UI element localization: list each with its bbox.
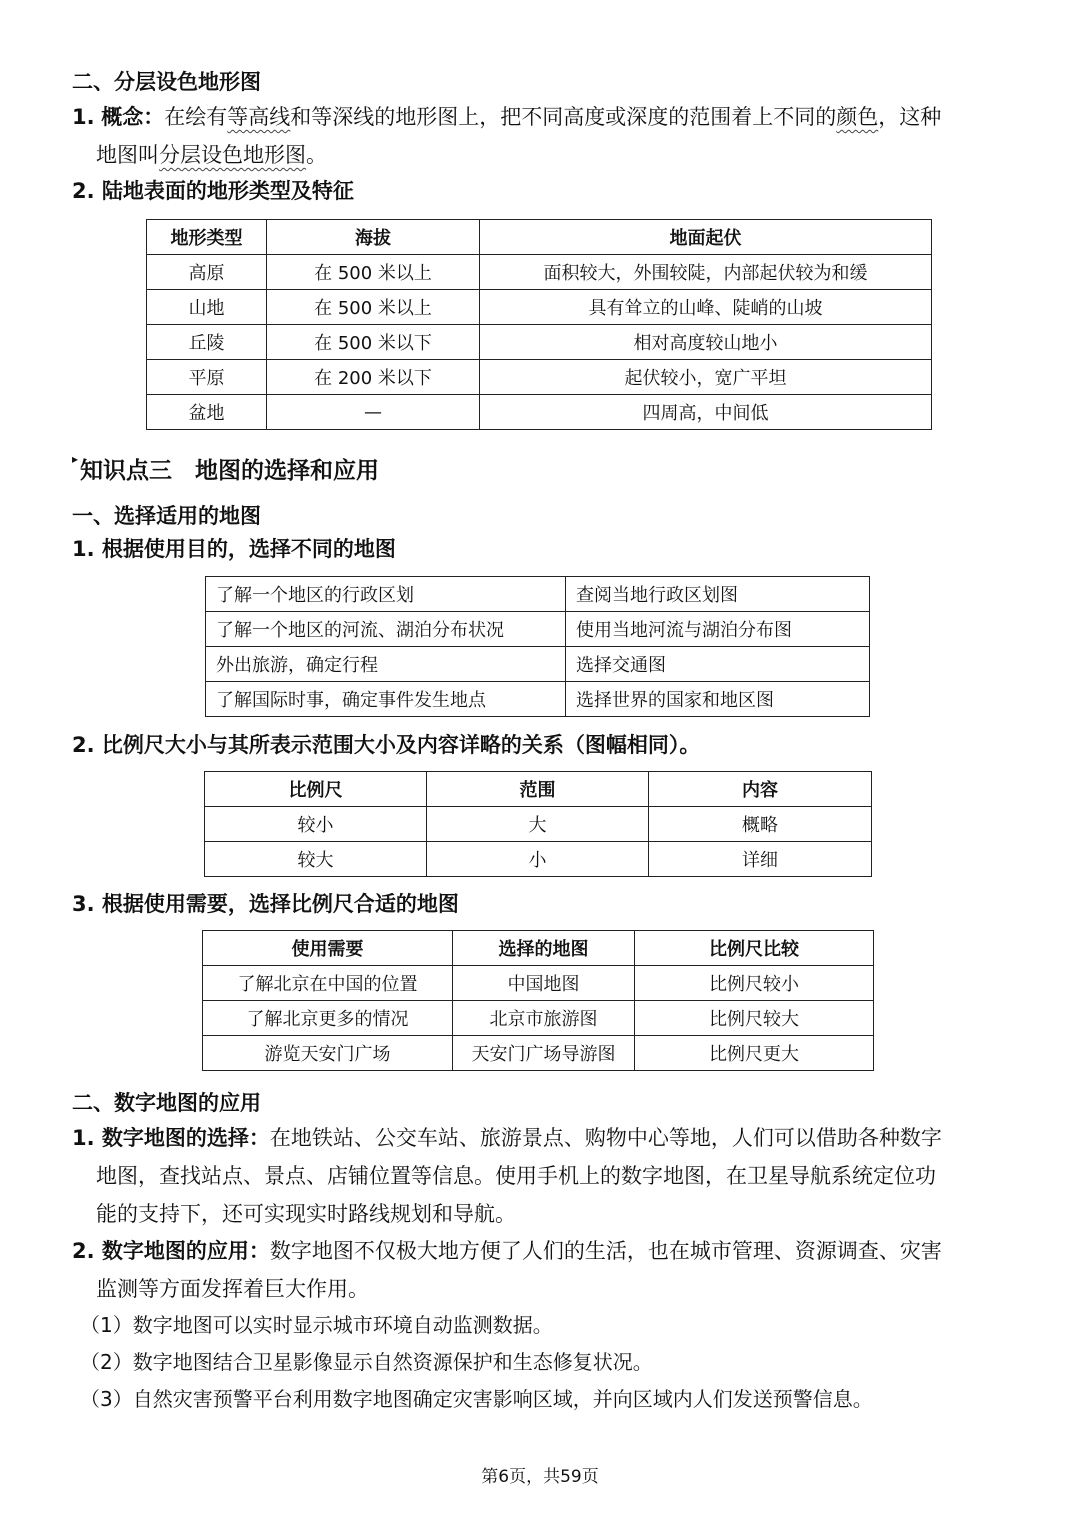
scale-cell: 较小 [205, 807, 427, 842]
concept-number: 1. [72, 105, 95, 129]
purpose-cell: 了解国际时事，确定事件发生地点 [206, 682, 566, 717]
header-range: 范围 [427, 772, 649, 807]
page-number: 第6页，共59页 [481, 1467, 599, 1487]
purpose-cell: 外出旅游，确定行程 [206, 647, 566, 682]
terrain-altitude: 在 500 米以上 [267, 255, 480, 290]
terrain-relief: 四周高，中间低 [480, 395, 932, 430]
digital-application-line-2: 监测等方面发挥着巨大作用。 [96, 1277, 369, 1301]
selected-map-cell: 中国地图 [453, 966, 635, 1001]
section-heading-select-map: 一、选择适用的地图 [72, 504, 261, 528]
selected-map-cell: 天安门广场导游图 [453, 1036, 635, 1071]
concept-text-4: 地图叫 [96, 143, 159, 167]
header-scale: 比例尺 [205, 772, 427, 807]
map-cell: 选择交通图 [566, 647, 870, 682]
terrain-type: 山地 [147, 290, 267, 325]
terrain-altitude: — [267, 395, 480, 430]
concept-text-3: ，这种 [878, 105, 942, 129]
concept-label: 概念： [101, 105, 165, 129]
digital-choice-line-3: 能的支持下，还可实现实时路线规划和导航。 [96, 1202, 516, 1226]
scale-compare-cell: 比例尺较大 [635, 1001, 874, 1036]
map-cell: 选择世界的国家和地区图 [566, 682, 870, 717]
purpose-table [205, 576, 870, 717]
paragraph-terrain-types-heading: 2. 陆地表面的地形类型及特征 [72, 179, 354, 203]
paragraph-scale-relation: 2. 比例尺大小与其所表示范围大小及内容详略的关系（图幅相同）。 [72, 733, 701, 757]
concept-text-1: 在绘有 [164, 105, 228, 129]
digital-sub-item-1: （1）数字地图可以实时显示城市环境自动监测数据。 [80, 1313, 553, 1337]
header-terrain-type: 地形类型 [147, 220, 267, 255]
table-header-row [205, 772, 872, 807]
section-heading-digital-map: 二、数字地图的应用 [72, 1091, 261, 1115]
table-row [203, 966, 874, 1001]
terrain-relief: 起伏较小，宽广平坦 [480, 360, 932, 395]
selected-map-cell: 北京市旅游图 [453, 1001, 635, 1036]
terrain-relief: 面积较大，外围较陡，内部起伏较为和缓 [480, 255, 932, 290]
paragraph-need-heading: 3. 根据使用需要，选择比例尺合适的地图 [72, 892, 459, 916]
digital-sub-item-2: （2）数字地图结合卫星影像显示自然资源保护和生态修复状况。 [80, 1350, 653, 1374]
triangle-bullet-icon: ▸ [72, 452, 79, 466]
map-cell: 使用当地河流与湖泊分布图 [566, 612, 870, 647]
content-cell: 详细 [649, 842, 872, 877]
range-cell: 小 [427, 842, 649, 877]
term-color: 颜色 [836, 105, 879, 129]
header-content: 内容 [649, 772, 872, 807]
need-table [202, 930, 874, 1071]
map-cell: 查阅当地行政区划图 [566, 577, 870, 612]
need-cell: 了解北京更多的情况 [203, 1001, 453, 1036]
term-contour-lines: 等高线 [227, 105, 291, 129]
header-selected-map: 选择的地图 [453, 931, 635, 966]
table-row [206, 612, 870, 647]
table-row [147, 255, 932, 290]
need-cell: 游览天安门广场 [203, 1036, 453, 1071]
terrain-altitude: 在 500 米以上 [267, 290, 480, 325]
header-need: 使用需要 [203, 931, 453, 966]
terrain-type: 盆地 [147, 395, 267, 430]
terrain-relief: 具有耸立的山峰、陡峭的山坡 [480, 290, 932, 325]
section-heading-layered-map: 二、分层设色地形图 [72, 70, 261, 94]
terrain-type: 平原 [147, 360, 267, 395]
table-row [147, 325, 932, 360]
header-relief: 地面起伏 [480, 220, 932, 255]
scale-compare-cell: 比例尺更大 [635, 1036, 874, 1071]
concept-text-2: 和等深线的地形图上，把不同高度或深度的范围着上不同的 [290, 105, 837, 129]
terrain-relief: 相对高度较山地小 [480, 325, 932, 360]
need-cell: 了解北京在中国的位置 [203, 966, 453, 1001]
table-row [147, 360, 932, 395]
knowledge-point-text: 知识点三 地图的选择和应用 [80, 458, 380, 484]
table-row [147, 395, 932, 430]
knowledge-point-title [72, 452, 379, 485]
header-scale-compare: 比例尺比较 [635, 931, 874, 966]
concept-text-5: 。 [306, 143, 327, 167]
digital-application-label: 2. 数字地图的应用： [72, 1239, 270, 1263]
terrain-altitude: 在 500 米以下 [267, 325, 480, 360]
digital-application-line-1: 数字地图不仅极大地方便了人们的生活，也在城市管理、资源调查、灾害 [269, 1239, 942, 1263]
digital-choice-line-2: 地图，查找站点、景点、店铺位置等信息。使用手机上的数字地图，在卫星导航系统定位功 [96, 1164, 936, 1188]
scale-table [204, 771, 872, 877]
table-header-row [203, 931, 874, 966]
table-row [147, 290, 932, 325]
term-layered-color-map: 分层设色地形图 [159, 143, 306, 167]
table-row [206, 647, 870, 682]
table-row [206, 682, 870, 717]
terrain-table [146, 219, 932, 430]
terrain-altitude: 在 200 米以下 [267, 360, 480, 395]
terrain-type: 丘陵 [147, 325, 267, 360]
content-cell: 概略 [649, 807, 872, 842]
digital-choice-line-1: 在地铁站、公交车站、旅游景点、购物中心等地，人们可以借助各种数字 [269, 1126, 942, 1150]
table-row [203, 1036, 874, 1071]
table-header-row [147, 220, 932, 255]
purpose-cell: 了解一个地区的河流、湖泊分布状况 [206, 612, 566, 647]
table-row [205, 842, 872, 877]
paragraph-digital-map-application [72, 1232, 1032, 1308]
paragraph-purpose-heading: 1. 根据使用目的，选择不同的地图 [72, 537, 396, 561]
scale-cell: 较大 [205, 842, 427, 877]
digital-sub-item-3: （3）自然灾害预警平台利用数字地图确定灾害影响区域，并向区域内人们发送预警信息。 [80, 1387, 873, 1411]
digital-choice-label: 1. 数字地图的选择： [72, 1126, 270, 1150]
table-row [203, 1001, 874, 1036]
table-row [206, 577, 870, 612]
header-altitude: 海拔 [267, 220, 480, 255]
table-row [205, 807, 872, 842]
range-cell: 大 [427, 807, 649, 842]
terrain-type: 高原 [147, 255, 267, 290]
purpose-cell: 了解一个地区的行政区划 [206, 577, 566, 612]
scale-compare-cell: 比例尺较小 [635, 966, 874, 1001]
paragraph-concept [72, 98, 1032, 174]
paragraph-digital-map-choice [72, 1119, 1032, 1233]
